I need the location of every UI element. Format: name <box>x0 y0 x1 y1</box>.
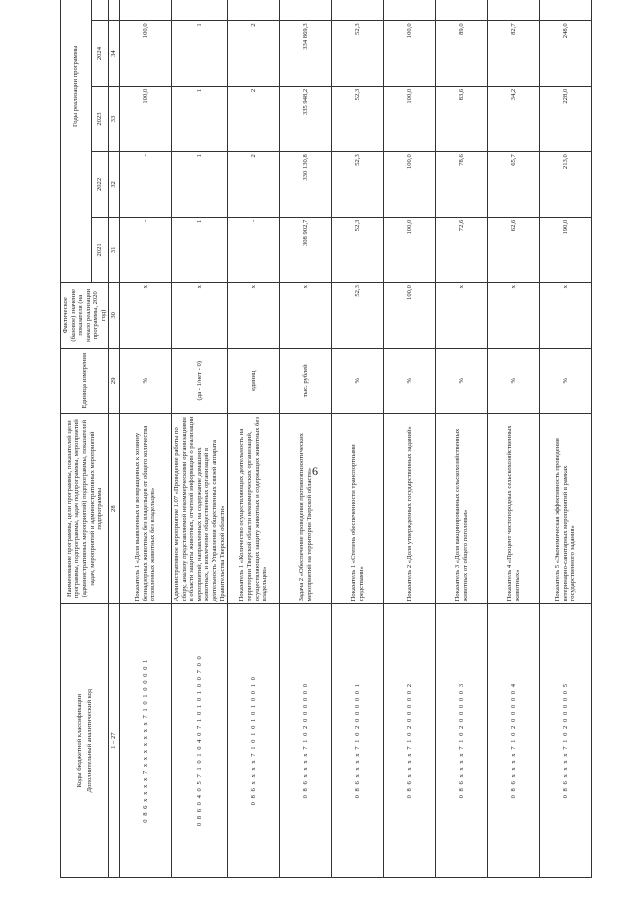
year-value: 52,3 <box>332 21 384 86</box>
header-row-top <box>61 0 92 878</box>
col-number: 34 <box>109 21 120 86</box>
year-value <box>540 0 592 21</box>
year-value: 1 <box>172 217 228 282</box>
year-value: 248,0 <box>540 21 592 86</box>
row-unit: единиц <box>228 348 280 413</box>
row-actual: x <box>436 283 488 348</box>
year-value: 1 <box>172 86 228 151</box>
year-value: 72,6 <box>436 217 488 282</box>
row-name: Показатель 3 «Доля вакцинированных сельскохозяйственных животных от общего поголовья» <box>436 413 488 603</box>
col-number: 30 <box>109 283 120 348</box>
row-actual: 100,0 <box>384 283 436 348</box>
row-actual: x <box>172 283 228 348</box>
col-number: 29 <box>109 348 120 413</box>
year-label: 2021 <box>91 217 109 282</box>
year-value: 2 <box>228 21 280 86</box>
year-value: 100,0 <box>384 21 436 86</box>
year-value: 100,0 <box>120 86 172 151</box>
year-value: 308 902,7 <box>280 217 332 282</box>
row-actual: x <box>120 283 172 348</box>
row-name: Показатель 4 «Процент чистопородных сельскохозяйственных животных» <box>488 413 540 603</box>
header-years: Годы реализации программы <box>61 0 92 283</box>
year-value: 52,3 <box>332 217 384 282</box>
table-row <box>436 0 488 878</box>
row-name: Задача 2 «Обеспечение проведения противоэпизоотических мероприятий на территории Тверской области» <box>280 413 332 603</box>
table-row <box>120 0 172 878</box>
year-value <box>436 0 488 21</box>
year-label: 2024 <box>91 21 109 86</box>
year-value: 82,7 <box>488 21 540 86</box>
row-name: Показатель 1 «Доля выявленных и возвращенных к хозяину безнадзорных животных без владельцев от общего количества отловленных животных без владельцев» <box>120 413 172 603</box>
rotated-table-sheet <box>60 0 620 878</box>
row-actual: x <box>228 283 280 348</box>
year-value: 100,0 <box>120 21 172 86</box>
row-unit: % <box>540 348 592 413</box>
year-value: 1 <box>172 21 228 86</box>
row-codes: 0 8 6 x x x x 7 1 0 2 0 0 0 0 0 3 <box>436 604 488 878</box>
row-name: Административное мероприятие 1.07 «Проведение работы по сбору, анализу представляемой некоммерческими организациями в области защиты животных, отчетной информации о реализации мероприятий, направленных на содержание домашних животных, и вовлечение общественных организаций в деятельность Управления общественных связей аппарата Правительства Тверской области» <box>172 413 228 603</box>
row-unit: % <box>488 348 540 413</box>
header-row-numbers <box>109 0 120 878</box>
year-value: 335 948,2 <box>280 86 332 151</box>
row-unit: (да - 1/нет - 0) <box>172 348 228 413</box>
year-value: 213,0 <box>540 152 592 217</box>
year-value: 89,0 <box>436 21 488 86</box>
row-codes: 0 8 6 x x x x 7 1 0 2 0 0 0 0 0 1 <box>332 604 384 878</box>
year-value: - <box>120 217 172 282</box>
row-codes: 0 8 6 x x x x 7 1 0 2 0 0 0 0 0 0 <box>280 604 332 878</box>
year-value <box>228 0 280 21</box>
row-unit: тыс. рублей <box>280 348 332 413</box>
header-codes <box>61 604 109 878</box>
table-body <box>120 0 592 878</box>
year-value: 100,0 <box>384 86 436 151</box>
table-row <box>384 0 436 878</box>
row-unit: % <box>436 348 488 413</box>
year-value <box>280 0 332 21</box>
year-value: 62,6 <box>488 217 540 282</box>
year-label <box>91 0 109 21</box>
additional-code-title: Дополнительный аналитический код <box>86 688 94 793</box>
table-row <box>488 0 540 878</box>
row-name: Показатель 2 «Доля утвержденных государственных заданий» <box>384 413 436 603</box>
year-value: - <box>120 152 172 217</box>
year-value: 34,2 <box>488 86 540 151</box>
year-value: 52,3 <box>332 86 384 151</box>
col-number: 33 <box>109 86 120 151</box>
row-actual: x <box>488 283 540 348</box>
row-unit: % <box>332 348 384 413</box>
col-number: 31 <box>109 217 120 282</box>
kbk-title: Коды бюджетной классификации <box>75 693 83 788</box>
row-unit: % <box>384 348 436 413</box>
row-actual: x <box>540 283 592 348</box>
table-row <box>280 0 332 878</box>
col-number <box>109 0 120 21</box>
year-label: 2022 <box>91 152 109 217</box>
year-value <box>172 0 228 21</box>
year-value <box>120 0 172 21</box>
col-number: 32 <box>109 152 120 217</box>
table-row <box>228 0 280 878</box>
row-name: Показатель 1 «Количество осуществляющих деятельность на территории Тверской области некоммерческих организаций, осуществляющих защиту животных и содержащих животных без владельцев» <box>228 413 280 603</box>
year-value <box>488 0 540 21</box>
table-row <box>332 0 384 878</box>
year-value: 65,7 <box>488 152 540 217</box>
page-number: 6 <box>312 464 318 478</box>
row-codes: 0 8 6 x x x x 7 1 0 1 0 1 0 1 0 0 1 0 <box>228 604 280 878</box>
year-value: 1 <box>172 152 228 217</box>
year-value <box>332 0 384 21</box>
table-row <box>172 0 228 878</box>
col-number-range: 1 – 27 <box>109 604 120 878</box>
row-actual: x <box>280 283 332 348</box>
year-value: 330 130,8 <box>280 152 332 217</box>
col-number: 28 <box>109 413 120 603</box>
year-value: 190,0 <box>540 217 592 282</box>
year-value <box>384 0 436 21</box>
header-actual: Фактическое (базовое) значение показателя (на начало реализации программы, 2020 год) <box>61 283 109 348</box>
table-row <box>540 0 592 878</box>
year-value: 100,0 <box>384 217 436 282</box>
year-value: 228,0 <box>540 86 592 151</box>
header-unit: Единица измерения <box>61 348 109 413</box>
year-value: 334 869,3 <box>280 21 332 86</box>
year-value: - <box>228 217 280 282</box>
row-actual: 52,3 <box>332 283 384 348</box>
year-value: 100,0 <box>384 152 436 217</box>
row-codes: 0 8 6 0 4 0 5 7 1 0 1 0 4 0 7 1 0 1 0 1 0 0 7 0 0 <box>172 604 228 878</box>
program-table <box>60 0 592 878</box>
year-label: 2023 <box>91 86 109 151</box>
header-name: Наименование программы, цели программы, показателей цели программы, подпрограммы, задач подпрограммы, мероприятий (административных мероприятий) подпрограммы, показателей задач, мероприятий и административных мероприятий подпрограммы <box>61 413 109 603</box>
row-codes: 0 8 6 x x x x 7 1 0 2 0 0 0 0 0 2 <box>384 604 436 878</box>
year-value: 83,6 <box>436 86 488 151</box>
row-name: Показатель 5 «Экономическая эффективность проведения ветеринарно-санитарных мероприятий в рамках государственного задания» <box>540 413 592 603</box>
year-value: 2 <box>228 152 280 217</box>
year-value: 78,6 <box>436 152 488 217</box>
row-codes: 0 8 6 x x x x 7 1 0 2 0 0 0 0 0 5 <box>540 604 592 878</box>
row-unit: % <box>120 348 172 413</box>
row-codes: 0 8 6 x x x x 7 1 0 2 0 0 0 0 0 4 <box>488 604 540 878</box>
row-name: Показатель 1 «Степень обеспеченности транспортными средствами» <box>332 413 384 603</box>
row-codes: 0 8 6 x x x x 7 x x x x x x x 7 1 0 1 0 0 0 0 1 <box>120 604 172 878</box>
year-value: 2 <box>228 86 280 151</box>
year-value: 52,3 <box>332 152 384 217</box>
